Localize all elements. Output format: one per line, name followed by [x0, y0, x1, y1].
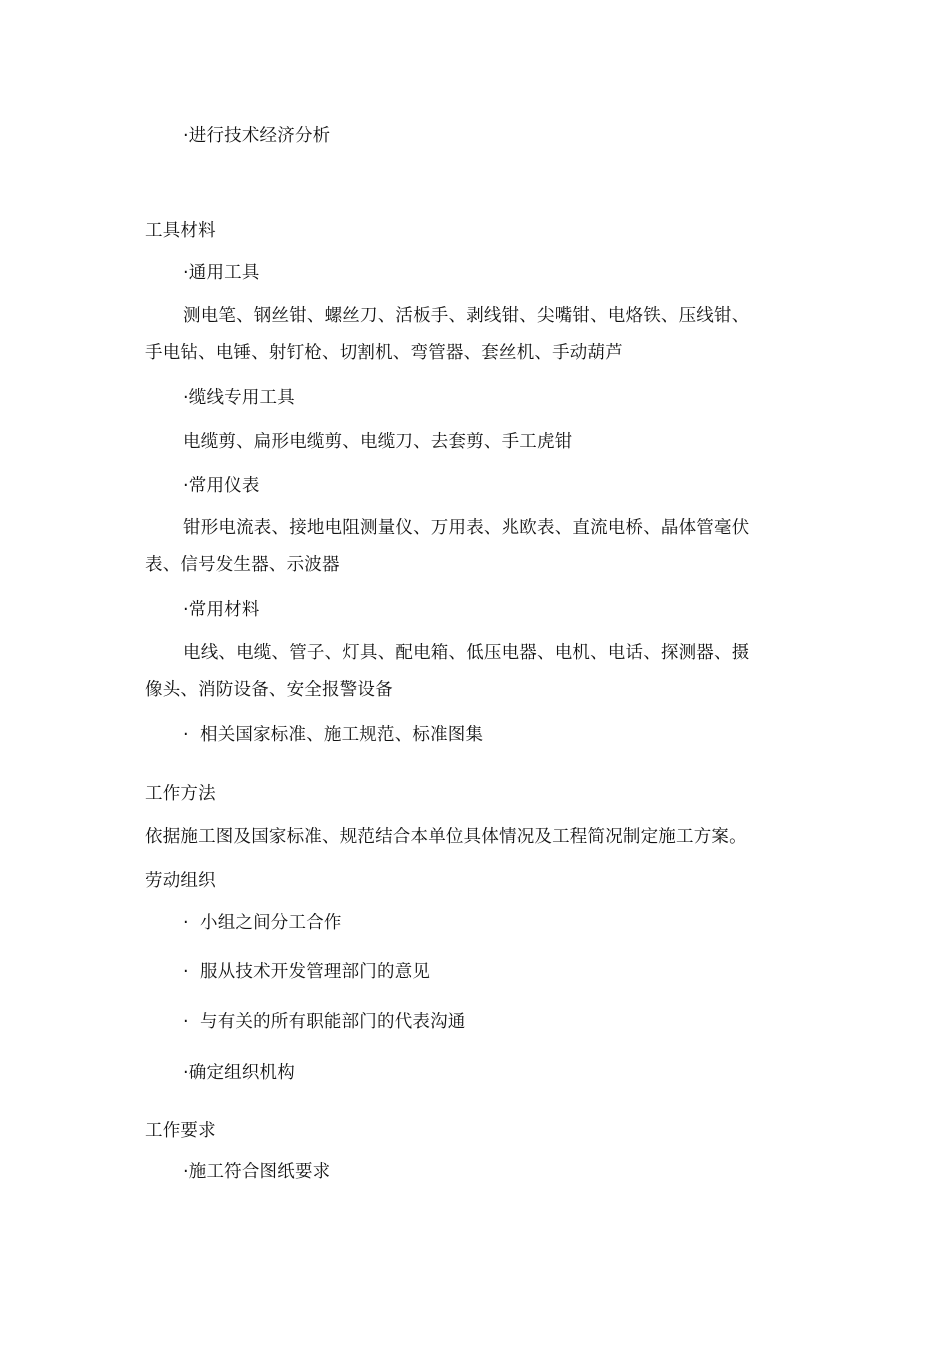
work-method-paragraph: 依据施工图及国家标准、规范结合本单位具体情况及工程简况制定施工方案。	[145, 827, 747, 847]
bullet-general-tools: ·通用工具	[183, 263, 260, 283]
bullet-materials: ·常用材料	[183, 600, 260, 620]
bullet-standards	[183, 724, 483, 746]
heading-labor-organization: 劳动组织	[145, 871, 216, 891]
bullet-analysis: ·进行技术经济分析	[183, 126, 331, 146]
heading-work-method: 工作方法	[145, 784, 216, 804]
bullet-standards-text: 相关国家标准、施工规范、标准图集	[200, 725, 484, 745]
bullet-cable-tools: ·缆线专用工具	[183, 388, 295, 408]
bullet-organization: ·确定组织机构	[183, 1063, 295, 1083]
heading-work-requirements: 工作要求	[145, 1121, 216, 1141]
heading-tools-materials: 工具材料	[145, 221, 216, 241]
bullet-labor-2-text: 服从技术开发管理部门的意见	[200, 962, 431, 982]
bullet-dot: ·	[183, 725, 189, 745]
bullet-dot: ·	[183, 962, 189, 982]
bullet-labor-1-text: 小组之间分工合作	[200, 913, 342, 933]
materials-paragraph: 电线、电缆、管子、灯具、配电箱、低压电器、电机、电话、探测器、摄像头、消防设备、安全报警设备	[145, 643, 750, 700]
instruments-paragraph: 钳形电流表、接地电阻测量仪、万用表、兆欧表、直流电桥、晶体管毫伏表、信号发生器、示波器	[145, 518, 750, 575]
cable-tools-paragraph: 电缆剪、扁形电缆剪、电缆刀、去套剪、手工虎钳	[183, 432, 573, 452]
bullet-labor-1	[183, 912, 342, 934]
bullet-dot: ·	[183, 913, 189, 933]
bullet-dot: ·	[183, 1012, 189, 1032]
bullet-labor-2	[183, 961, 430, 983]
general-tools-paragraph: 测电笔、钢丝钳、螺丝刀、活板手、剥线钳、尖嘴钳、电烙铁、压线钳、手电钻、电锤、射钉枪、切割机、弯管器、套丝机、手动葫芦	[145, 306, 750, 363]
bullet-labor-3-text: 与有关的所有职能部门的代表沟通	[200, 1012, 466, 1032]
bullet-instruments: ·常用仪表	[183, 476, 260, 496]
bullet-labor-3	[183, 1011, 466, 1033]
bullet-drawings: ·施工符合图纸要求	[183, 1162, 331, 1182]
